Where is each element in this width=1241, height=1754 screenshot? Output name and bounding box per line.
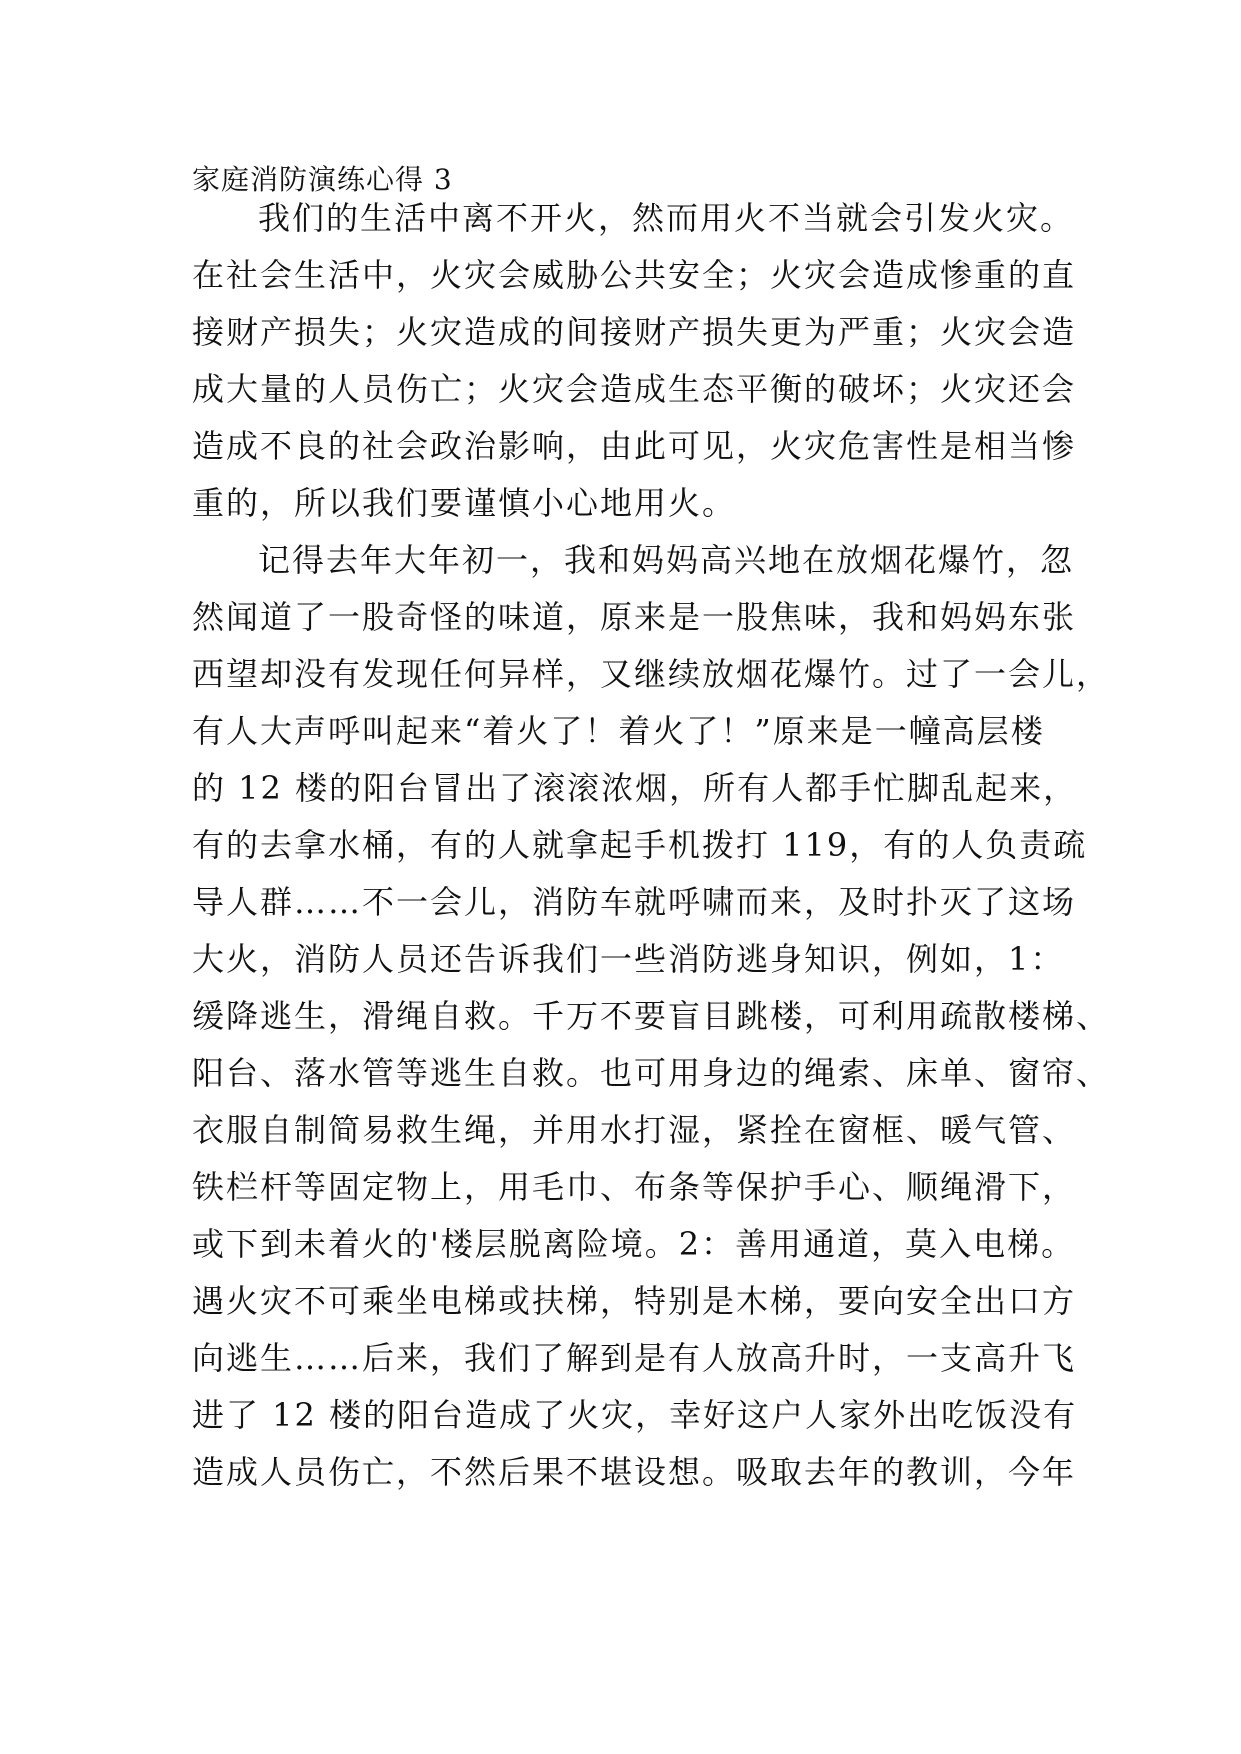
document-title: 家庭消防演练心得 3 [192,163,453,196]
document-body [192,190,1111,1501]
paragraph-line: 重的，所以我们要谨慎小心地用火。 [192,484,737,522]
paragraph-line: 造成人员伤亡，不然后果不堪设想。吸取去年的教训，今年 [192,1453,1077,1491]
paragraph-line: 衣服自制简易救生绳，并用水打湿，紧拴在窗框、暖气管、 [192,1111,1077,1149]
paragraph-line: 导人群……不一会儿，消防车就呼啸而来，及时扑灭了这场 [192,883,1077,921]
paragraph-line: 我们的生活中离不开火，然而用火不当就会引发火灾。 [258,199,1075,237]
paragraph-line: 的 12 楼的阳台冒出了滚滚浓烟，所有人都手忙脚乱起来， [192,769,1078,807]
paragraph-line: 铁栏杆等固定物上，用毛巾、布条等保护手心、顺绳滑下， [192,1168,1077,1206]
paragraph-line: 在社会生活中，火灾会威胁公共安全；火灾会造成惨重的直 [192,256,1077,294]
paragraph-line: 西望却没有发现任何异样，又继续放烟花爆竹。过了一会儿， [192,655,1111,693]
paragraph-line: 成大量的人员伤亡；火灾会造成生态平衡的破坏；火灾还会 [192,370,1077,408]
paragraph-line: 缓降逃生，滑绳自救。千万不要盲目跳楼，可利用疏散楼梯、 [192,997,1111,1035]
paragraph-line: 或下到未着火的'楼层脱离险境。2：善用通道，莫入电梯。 [192,1225,1076,1263]
paragraph-line: 向逃生……后来，我们了解到是有人放高升时，一支高升飞 [192,1339,1077,1377]
paragraph-line: 有人大声呼叫起来“着火了！着火了！”原来是一幢高层楼 [192,712,1045,750]
paragraph-line: 遇火灾不可乘坐电梯或扶梯，特别是木梯，要向安全出口方 [192,1282,1077,1320]
paragraph-line: 阳台、落水管等逃生自救。也可用身边的绳索、床单、窗帘、 [192,1054,1111,1092]
paragraph-line: 接财产损失；火灾造成的间接财产损失更为严重；火灾会造 [192,313,1077,351]
paragraph-line: 进了 12 楼的阳台造成了火灾，幸好这户人家外出吃饭没有 [192,1396,1078,1434]
paragraph-line: 有的去拿水桶，有的人就拿起手机拨打 119，有的人负责疏 [192,826,1088,864]
paragraph-line: 大火，消防人员还告诉我们一些消防逃身知识，例如，1： [192,940,1065,978]
paragraph-1 [192,190,1077,532]
paragraph-line: 造成不良的社会政治影响，由此可见，火灾危害性是相当惨 [192,427,1077,465]
paragraph-2 [192,532,1111,1501]
paragraph-line: 然闻道了一股奇怪的味道，原来是一股焦味，我和妈妈东张 [192,598,1077,636]
paragraph-line: 记得去年大年初一，我和妈妈高兴地在放烟花爆竹，忽 [258,541,1075,579]
